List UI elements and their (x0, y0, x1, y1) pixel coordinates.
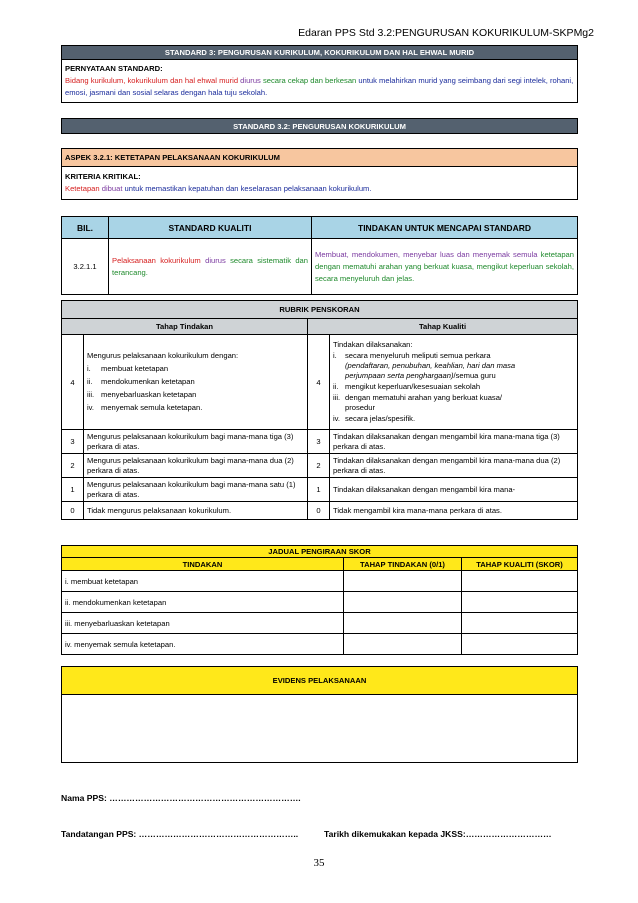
list-item (333, 414, 574, 424)
statement-part-verb: diurus (238, 76, 261, 85)
tahap-kualiti-header: Tahap Kualiti (308, 319, 578, 335)
table-row (62, 592, 578, 613)
list-item (333, 382, 574, 392)
page-number: 35 (313, 857, 325, 869)
kualiti-1: Tindakan dilaksanakan dengan mengambil kira mana- (330, 478, 578, 502)
item-text: menyemak semula ketetapan. (101, 402, 203, 412)
list-item (333, 351, 574, 381)
list-item (87, 389, 304, 400)
sub-standard-title: STANDARD 3.2: PENGURUSAN KOKURIKULUM (62, 119, 578, 134)
statement-label: PERNYATAAN STANDARD: (65, 64, 163, 73)
jadual-table (61, 545, 578, 655)
score-1-right: 1 (308, 478, 330, 502)
standard-title: STANDARD 3: PENGURUSAN KURIKULUM, KOKURIKULUM DAN HAL EHWAL MURID (62, 46, 578, 60)
kriteria-part-subject: Ketetapan (65, 184, 100, 193)
rubrik-row (62, 502, 578, 520)
item-text: secara jelas/spesifik. (345, 413, 416, 423)
list-item (87, 376, 304, 387)
tandatangan-pps: Tandatangan PPS: ……………………………………………….. (61, 829, 299, 839)
page-header: Edaran PPS Std 3.2:PENGURUSAN KOKURIKULUM-SKPMg2 (298, 27, 594, 39)
tindakan-part-verb: Membuat, mendokumen, menyebar luas dan menyemak semula (315, 249, 538, 259)
tahap-tindakan-cell[interactable] (344, 592, 462, 613)
tahap-kualiti-cell[interactable] (462, 613, 578, 634)
evidens-table (61, 666, 578, 763)
rubrik-row (62, 454, 578, 478)
item-number: ii. (87, 376, 93, 386)
tahap-kualiti-cell[interactable] (462, 571, 578, 592)
tindakan-0: Tidak mengurus pelaksanaan kokurikulum. (84, 502, 308, 520)
kualiti-part-manner: secara sistematik dan terancang. (112, 255, 308, 277)
header-bil: BIL. (62, 217, 109, 239)
standard-kualiti-table (61, 216, 578, 295)
jadual-row-label: iv. menyemak semula ketetapan. (62, 634, 344, 655)
item-text-tail: /semua guru (453, 370, 496, 380)
statement-part-subject: Bidang kurikulum, kokurikulum dan hal ehwal murid (65, 76, 239, 85)
tahap-tindakan-cell[interactable] (344, 571, 462, 592)
score-1-left: 1 (62, 478, 84, 502)
item-number: iii. (87, 389, 95, 399)
tahap-tindakan-cell[interactable] (344, 634, 462, 655)
rubrik-row (62, 430, 578, 454)
tindakan-3: Mengurus pelaksanaan kokurikulum bagi mana-mana tiga (3) perkara di atas. (84, 430, 308, 454)
item-number: iv. (333, 413, 341, 423)
kualiti-4 (330, 335, 578, 430)
header-tindakan: TINDAKAN UNTUK MENCAPAI STANDARD (312, 217, 578, 239)
rubrik-table (61, 300, 578, 520)
standard-box (61, 45, 578, 103)
jadual-row-label: iii. menyebarluaskan ketetapan (62, 613, 344, 634)
table-row (62, 634, 578, 655)
tindakan-value (312, 239, 578, 295)
kualiti-3: Tindakan dilaksanakan dengan mengambil kira mana-mana tiga (3) perkara di atas. (330, 430, 578, 454)
item-number: iii. (333, 392, 341, 402)
item-number: i. (333, 350, 337, 360)
kualiti-0: Tidak mengambil kira mana-mana perkara di atas. (330, 502, 578, 520)
score-2-right: 2 (308, 454, 330, 478)
item-text-italic: (pendaftaran, penubuhan, keahlian, hari dan masa perjumpaan serta penghargaan) (345, 360, 516, 380)
score-0-right: 0 (308, 502, 330, 520)
tindakan-4 (84, 335, 308, 430)
jadual-row-label: i. membuat ketetapan (62, 571, 344, 592)
header-standard-kualiti: STANDARD KUALITI (109, 217, 312, 239)
item-text: dengan mematuhi arahan yang berkuat kuasa/ prosedur (345, 392, 503, 412)
rubrik-row (62, 478, 578, 502)
tindakan-1: Mengurus pelaksanaan kokurikulum bagi mana-mana satu (1) perkara di atas. (84, 478, 308, 502)
tindakan-part-manner: ketetapan dengan mematuhi arahan yang berkuat kuasa, mengikut keperluan sekolah, secara menyeluruh dan jelas. (315, 249, 574, 283)
table-row (62, 571, 578, 592)
list-item (87, 402, 304, 413)
score-3-left: 3 (62, 430, 84, 454)
item-text-main: secara menyeluruh meliputi semua perkara (345, 350, 491, 360)
rubrik-title: RUBRIK PENSKORAN (62, 301, 578, 319)
rubrik-row (62, 335, 578, 430)
kriteria-part-purpose: untuk memastikan kepatuhan dan keselarasan pelaksanaan kokurikulum. (122, 184, 372, 193)
tahap-kualiti-cell[interactable] (462, 634, 578, 655)
aspek-box (61, 148, 578, 200)
kriteria-part-verb: dibuat (99, 184, 123, 193)
item-text: mengikut keperluan/kesesuaian sekolah (345, 381, 481, 391)
item-text: membuat ketetapan (101, 363, 169, 373)
kualiti-value (109, 239, 312, 295)
item-text: menyebarluaskan ketetapan (101, 389, 197, 399)
kriteria-cell (62, 167, 578, 200)
tahap-tindakan-cell[interactable] (344, 613, 462, 634)
bil-value: 3.2.1.1 (62, 239, 109, 295)
evidens-title: EVIDENS PELAKSANAAN (62, 667, 578, 695)
standard-statement (62, 60, 578, 103)
table-row (62, 613, 578, 634)
score-3-right: 3 (308, 430, 330, 454)
item-text: mendokumenkan ketetapan (101, 376, 195, 386)
item-number: i. (87, 363, 91, 373)
kriteria-label: KRITERIA KRITIKAL: (65, 172, 141, 181)
evidens-content-area[interactable] (62, 695, 578, 763)
kualiti-part-verb: diurus (200, 255, 226, 265)
statement-part-purpose: untuk melahirkan murid yang seimbang dari segi intelek, rohani, emosi, jasmani dan sosial selaras dengan hala tuju sekolah. (65, 76, 574, 97)
item-text (345, 351, 525, 381)
tahap-kualiti-cell[interactable] (462, 592, 578, 613)
jadual-header-tahap-tindakan: TAHAP TINDAKAN (0/1) (344, 558, 462, 571)
tahap-tindakan-header: Tahap Tindakan (62, 319, 308, 335)
kualiti-4-intro: Tindakan dilaksanakan: (333, 339, 413, 349)
aspek-title: ASPEK 3.2.1: KETETAPAN PELAKSANAAN KOKURIKULUM (62, 149, 578, 167)
jadual-header-tindakan: TINDAKAN (62, 558, 344, 571)
score-0-left: 0 (62, 502, 84, 520)
nama-pps: Nama PPS: …………………………………………………………. (61, 793, 301, 803)
item-number: iv. (87, 402, 95, 412)
jadual-title: JADUAL PENGIRAAN SKOR (62, 546, 578, 558)
kualiti-part-subject: Pelaksanaan kokurikulum (112, 255, 201, 265)
list-item (87, 363, 304, 374)
tindakan-4-intro: Mengurus pelaksanaan kokurikulum dengan: (87, 350, 239, 360)
jadual-row-label: ii. mendokumenkan ketetapan (62, 592, 344, 613)
tarikh-jkss: Tarikh dikemukakan kepada JKSS:………………………… (324, 829, 552, 839)
sub-standard-box (61, 118, 578, 134)
score-4-left: 4 (62, 335, 84, 430)
jadual-header-tahap-kualiti: TAHAP KUALITI (SKOR) (462, 558, 578, 571)
item-number: ii. (333, 381, 339, 391)
tindakan-2: Mengurus pelaksanaan kokurikulum bagi mana-mana dua (2) perkara di atas. (84, 454, 308, 478)
list-item (333, 393, 574, 413)
score-2-left: 2 (62, 454, 84, 478)
statement-part-manner: secara cekap dan berkesan (260, 76, 357, 85)
score-4-right: 4 (308, 335, 330, 430)
kualiti-2: Tindakan dilaksanakan dengan mengambil kira mana-mana dua (2) perkara di atas. (330, 454, 578, 478)
